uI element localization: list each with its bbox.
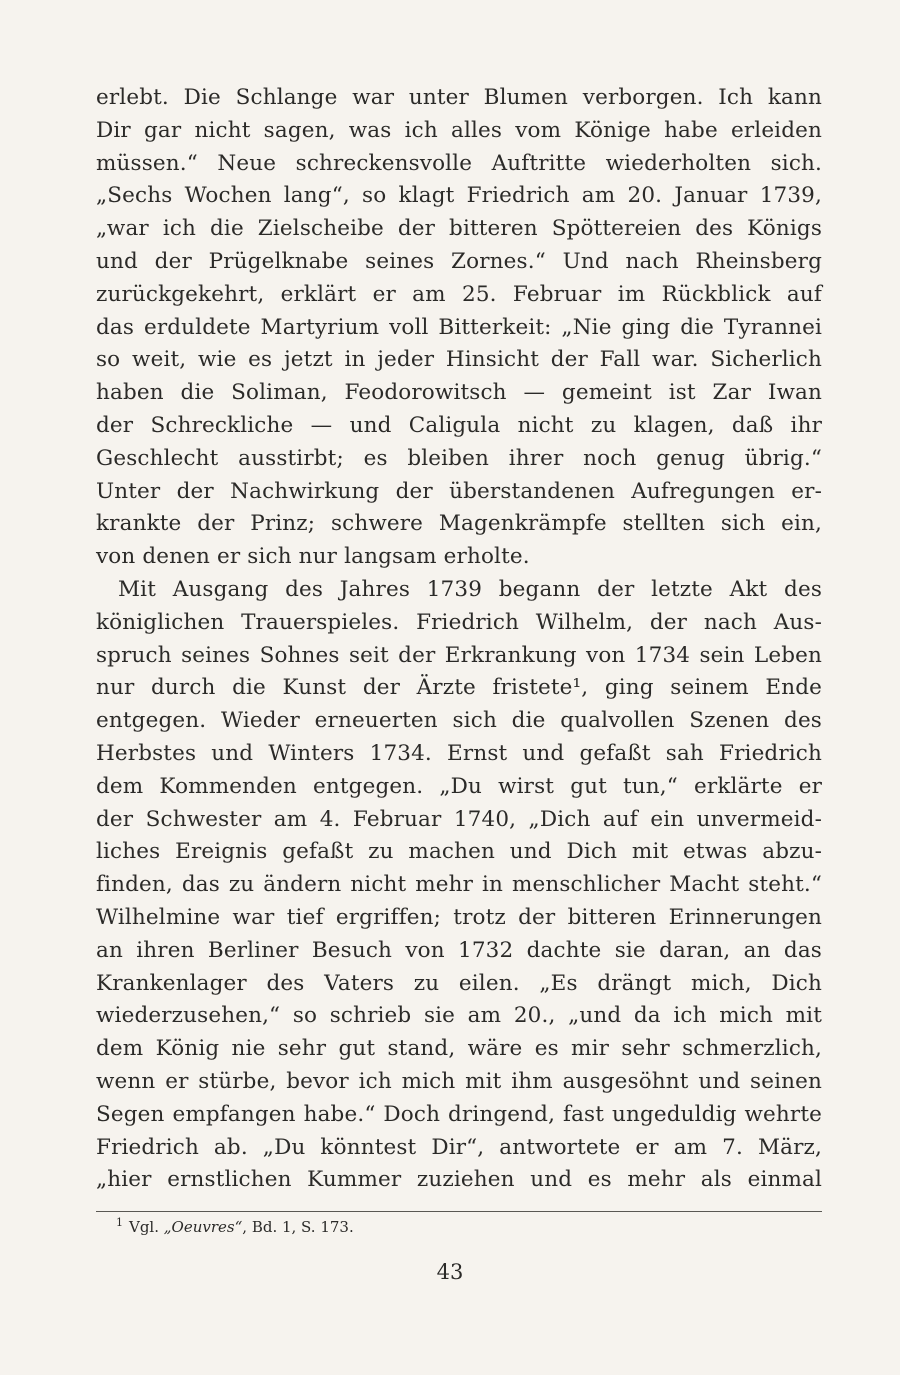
text-line: Unter der Nachwirkung der überstandenen Aufregungen er- <box>96 478 822 504</box>
text-line: wenn er stürbe, bevor ich mich mit ihm ausgesöhnt und seinen <box>96 1068 822 1094</box>
text-line-paragraph-end: von denen er sich nur langsam erholte. <box>96 544 530 570</box>
footnote-title: „Oeuvres“ <box>163 1218 243 1236</box>
text-line: krankte der Prinz; schwere Magenkrämpfe stellten sich ein, <box>96 511 822 537</box>
text-line: haben die Soliman, Feodorowitsch — gemeint ist Zar Iwan <box>96 380 822 406</box>
text-line: so weit, wie es jetzt in jeder Hinsicht der Fall war. Sicherlich <box>96 347 822 373</box>
text-line: müssen.“ Neue schreckensvolle Auftritte wiederholten sich. <box>96 150 822 176</box>
text-line: erlebt. Die Schlange war unter Blumen verborgen. Ich kann <box>96 85 822 110</box>
text-line: wiederzusehen,“ so schrieb sie am 20., „und da ich mich mit <box>96 1003 822 1029</box>
footnote-suffix: , Bd. 1, S. 173. <box>242 1218 354 1236</box>
text-line: und der Prügelknabe seines Zornes.“ Und nach Rheinsberg <box>96 248 822 274</box>
text-line: dem Kommenden entgegen. „Du wirst gut tun,“ erklärte er <box>96 773 822 799</box>
text-line: Wilhelmine war tief ergriffen; trotz der bitteren Erinnerungen <box>96 904 822 930</box>
text-line: der Schreckliche — und Caligula nicht zu klagen, daß ihr <box>96 412 822 438</box>
text-line: spruch seines Sohnes seit der Erkrankung von 1734 sein Leben <box>96 642 822 668</box>
text-line: zurückgekehrt, erklärt er am 25. Februar im Rückblick auf <box>96 281 822 307</box>
text-line: Herbstes und Winters 1734. Ernst und gefaßt sah Friedrich <box>96 740 822 766</box>
text-line: der Schwester am 4. Februar 1740, „Dich auf ein unvermeid- <box>96 806 822 832</box>
text-line: „war ich die Zielscheibe der bitteren Spöttereien des Königs <box>96 216 822 242</box>
text-line: entgegen. Wieder erneuerten sich die qualvollen Szenen des <box>96 708 822 734</box>
footnote-marker: 1 <box>116 1216 123 1229</box>
text-line: Krankenlager des Vaters zu eilen. „Es drängt mich, Dich <box>96 970 822 996</box>
text-line: Friedrich ab. „Du könntest Dir“, antwortete er am 7. März, <box>96 1134 822 1160</box>
text-line: nur durch die Kunst der Ärzte fristete¹, ging seinem Ende <box>96 675 822 701</box>
text-line: an ihren Berliner Besuch von 1732 dachte sie daran, an das <box>96 937 822 963</box>
text-line: dem König nie sehr gut stand, wäre es mir sehr schmerzlich, <box>96 1036 822 1062</box>
footnote <box>116 1212 354 1238</box>
body-text <box>96 82 822 1197</box>
text-line: liches Ereignis gefaßt zu machen und Dich mit etwas abzu- <box>96 839 822 865</box>
text-line: finden, das zu ändern nicht mehr in menschlicher Macht steht.“ <box>96 872 822 898</box>
text-line: das erduldete Martyrium voll Bitterkeit: „Nie ging die Tyrannei <box>96 314 822 340</box>
text-line: Segen empfangen habe.“ Doch dringend, fast ungeduldig wehrte <box>96 1101 822 1127</box>
page-number: 43 <box>436 1260 464 1284</box>
text-line: Dir gar nicht sagen, was ich alles vom Könige habe erleiden <box>96 117 822 143</box>
text-line: Geschlecht ausstirbt; es bleiben ihrer noch genug übrig.“ <box>96 445 822 471</box>
text-line: königlichen Trauerspieles. Friedrich Wilhelm, der nach Aus- <box>96 609 822 635</box>
text-line: „hier ernstlichen Kummer zuziehen und es mehr als einmal <box>96 1167 822 1193</box>
text-line-paragraph-start: Mit Ausgang des Jahres 1739 begann der letzte Akt des <box>118 576 822 602</box>
text-line: „Sechs Wochen lang“, so klagt Friedrich am 20. Januar 1739, <box>96 183 822 209</box>
footnote-prefix: Vgl. <box>129 1218 164 1236</box>
